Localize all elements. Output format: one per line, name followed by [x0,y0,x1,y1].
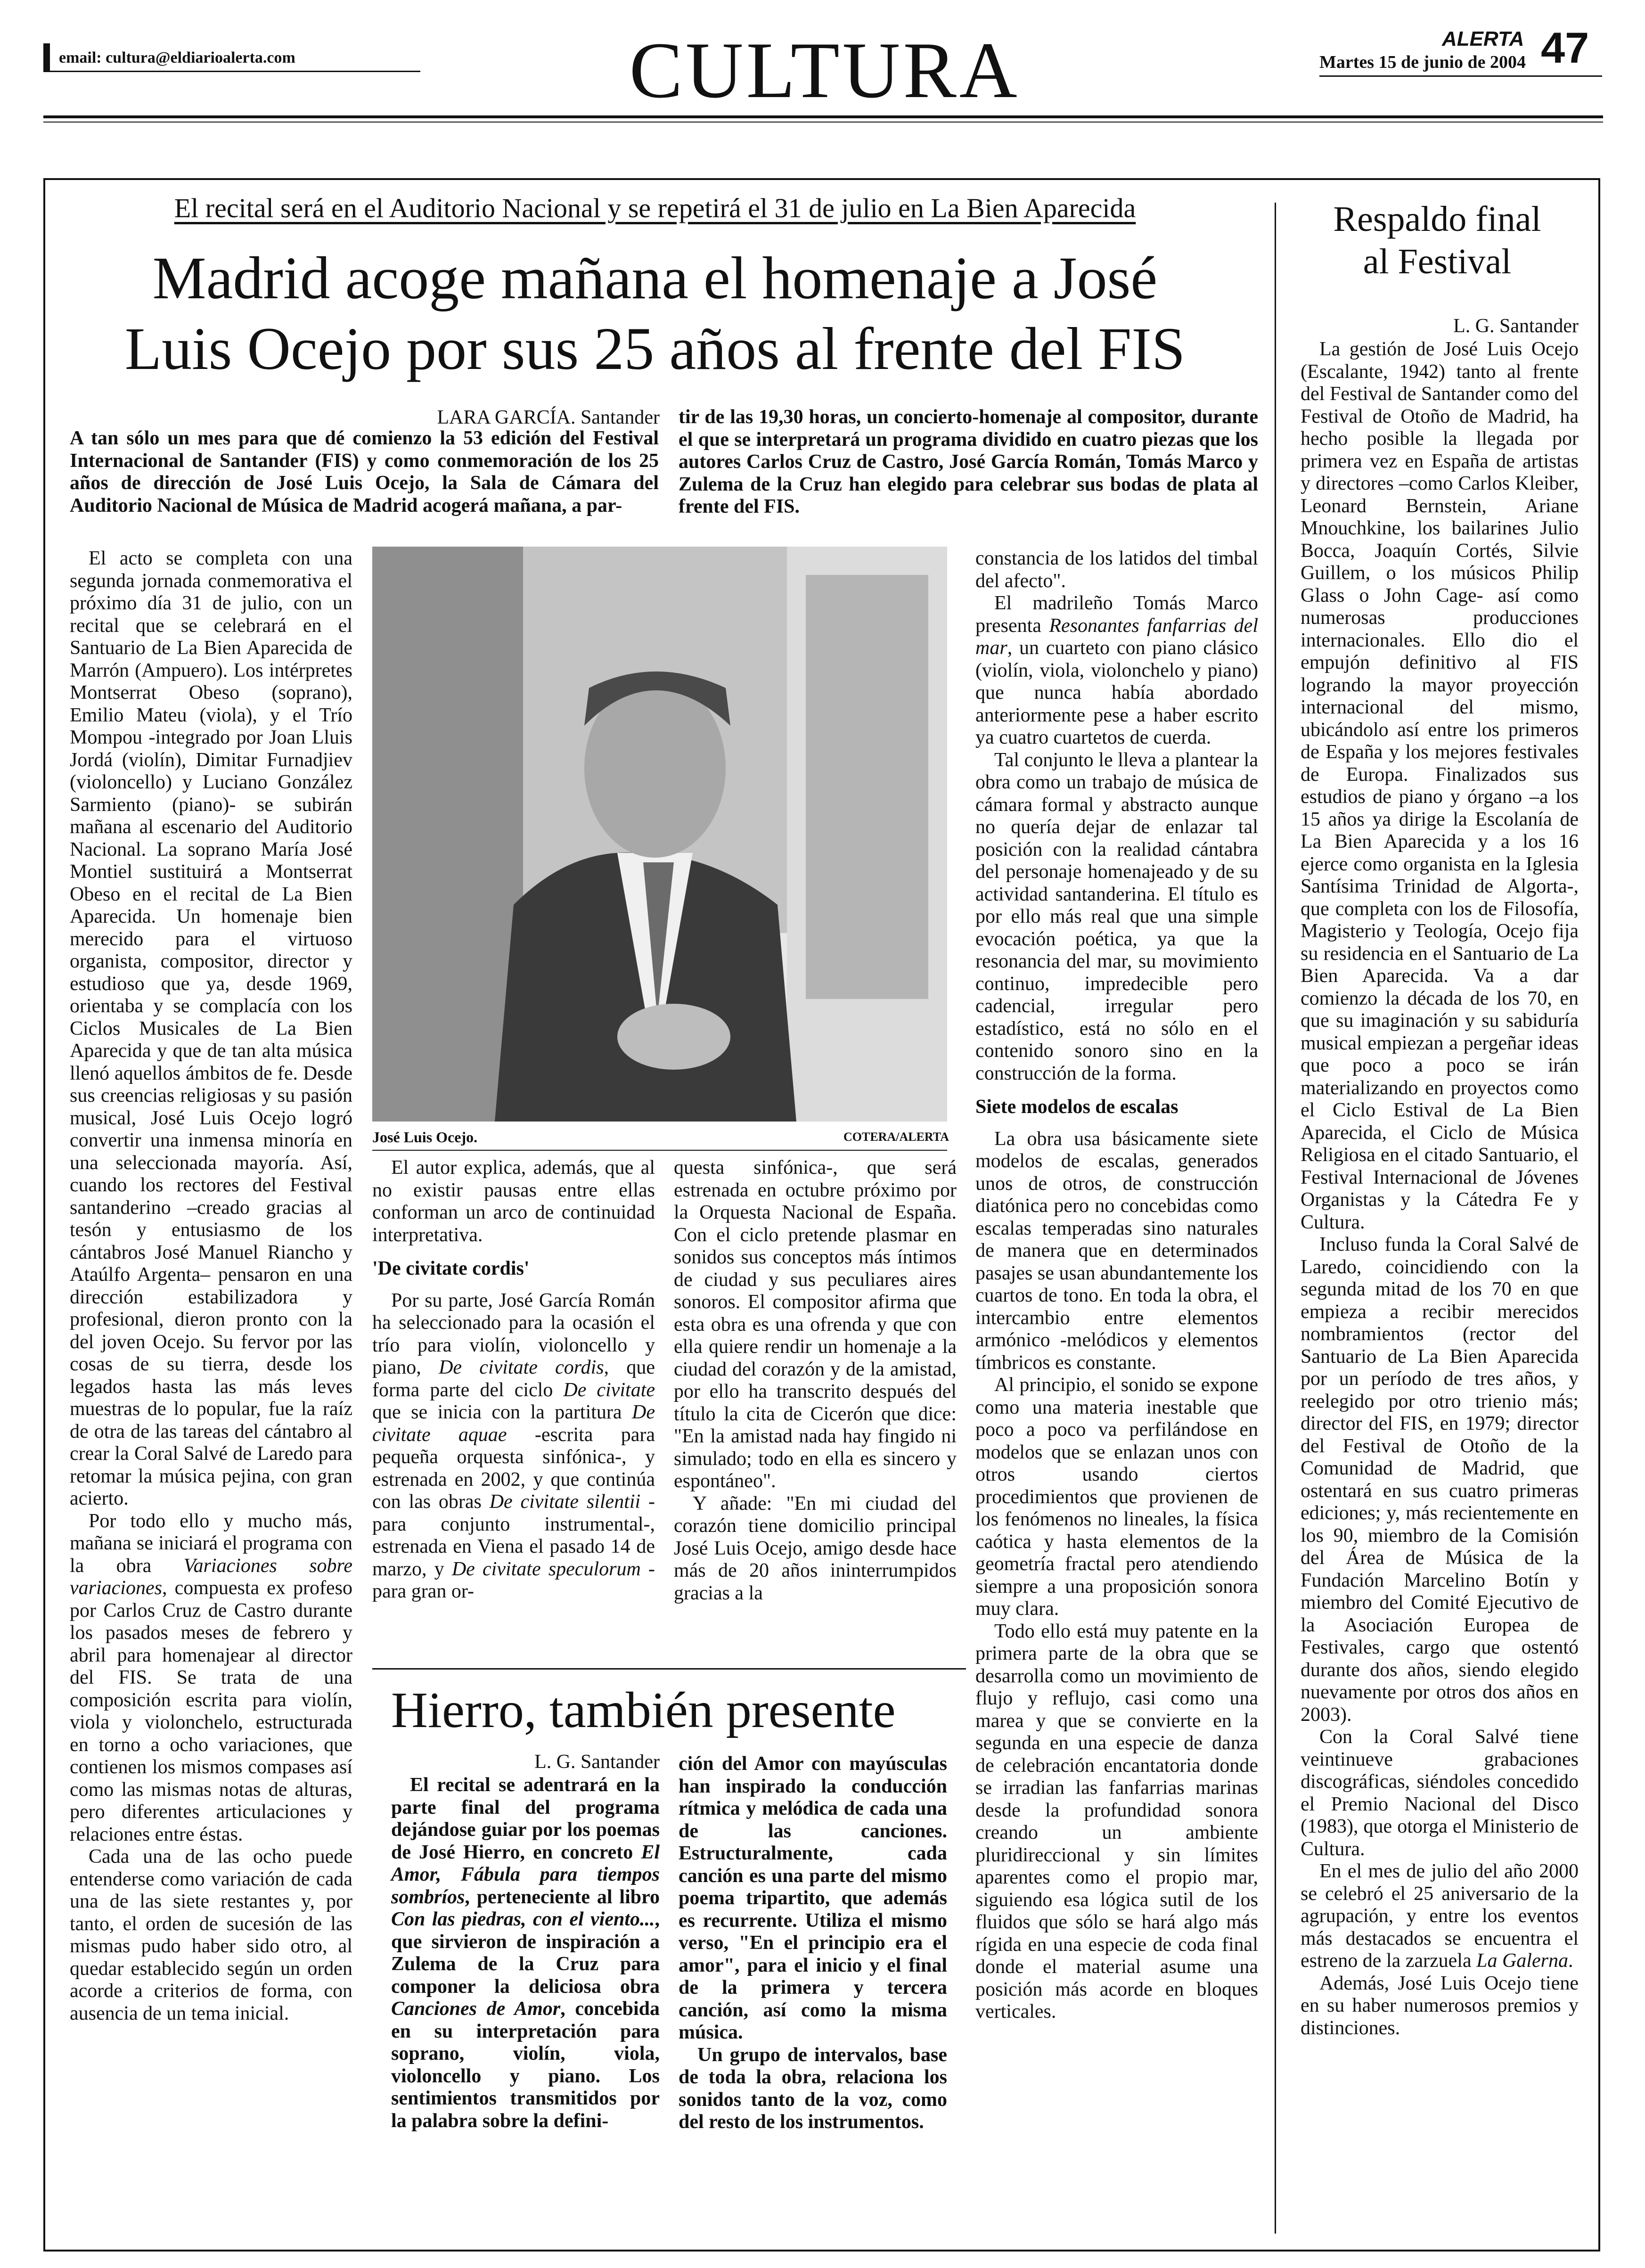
sidebar-divider [1275,203,1276,2234]
portrait-illustration [372,547,947,1122]
header-rule-top [43,115,1603,118]
article-kicker: El recital será en el Auditorio Nacional y se repetirá el 31 de julio en La Bien Aparecida [174,193,1136,223]
sidebar-body [1301,338,1579,2039]
paragraph: Con la Coral Salvé tiene veintinueve grabaciones discográficas, siéndoles concedido el Premio Nacional del Disco (1983), que otorga el Ministerio de Cultura. [1301,1726,1579,1860]
newspaper-brand: ALERTA [1442,27,1524,50]
subheading: Siete modelos de escalas [975,1096,1179,1118]
paragraph: Tal conjunto le lleva a plantear la obra como un trabajo de música de cámara formal y abstracto aunque no quería dejar de enlazar tal posición con la realidad cántabra del personaje homenajeado y de su actividad santanderina. El título es por ello más real que una simple evocación poética, ya que la resonancia del mar, su movimiento continuo, impredecible pero cadencial, irregular pero estadístico, está no sólo en el contenido sonoro sino en la construcción de la forma. [975,749,1258,1084]
article-headline-line1: Madrid acoge mañana el homenaje a José [152,245,1158,311]
section-title: CULTURA [629,26,1020,115]
paragraph: Además, José Luis Ocejo tiene en su haber numerosos premios y distinciones. [1301,1972,1579,2039]
hierro-column-b [679,1753,947,2134]
column-1 [70,548,352,2025]
header-email-underline [43,71,420,72]
issue-date: Martes 15 de junio de 2004 [1319,52,1526,72]
hierro-column-a [391,1774,660,2132]
subheading: 'De civitate cordis' [372,1258,530,1279]
paragraph: El recital se adentrará en la parte final del programa dejándose guiar por los poemas de José Hierro, en concreto El Amor, Fábula para tiempos sombríos, perteneciente al libro Con las piedras, con el viento..., que sirvieron de inspiración a Zulema de la Cruz para componer la deliciosa obra Canciones de Amor, concebida en su interpretación para soprano, violín, viola, violoncello y piano. Los sentimientos transmitidos por la palabra sobre la defini- [391,1774,660,2132]
paragraph: Por su parte, José García Román ha seleccionado para la ocasión el trío para violín, violoncello y piano, De civitate cordis, que forma parte del ciclo De civitate que se inicia con la partitura De civitate aquae -escrita para pequeña orquesta sinfónica-, y estrenada en 2002, y que continúa con las obras De civitate silentii -para conjunto instrumental-, estrenada en Viena el pasado 14 de marzo, y De civitate speculorum -para gran or- [372,1289,655,1602]
paragraph: Por todo ello y mucho más, mañana se iniciará el programa con la obra Variaciones sobre variaciones, compuesta ex profeso por Carlos Cruz de Castro durante los pasados meses de febrero y abril para homenajear al director del FIS. Se trata de una composición escrita para violín, viola y violonchelo, estructurada en torno a ocho variaciones, que contienen los mismos compases así como las mismas notas de alturas, pero diferentes articulaciones y relaciones entre éstas. [70,1510,352,1845]
header-email: email: cultura@eldiarioalerta.com [59,49,295,66]
paragraph: El acto se completa con una segunda jornada conmemorativa el próximo día 31 de julio, con un recital que se celebrará en el Santuario de La Bien Aparecida de Marrón (Ampuero). Los intérpretes Montserrat Obeso (soprano), Emilio Mateu (viola), y el Trío Mompou -integrado por Joan Lluis Jordá (violín), Dimitar Furnadjiev (violoncello) y Luciano González Sarmiento (piano)- se subirán mañana al escenario del Auditorio Nacional. La soprano María José Montiel sustituirá a Montserrat Obeso en el recital de La Bien Aparecida. Un homenaje bien merecido para el virtuoso organista, compositor, director y estudioso que ya, desde 1969, orientaba y se complacía con los Ciclos Musicales de La Bien Aparecida y que de tan alta música llenó aquellos ámbitos de fe. Desde sus creencias religiosas y su pasión musical, José Luis Ocejo logró convertir una inmensa minoría en una seleccionada mayoría. Así, cuando los rectores del Festival santanderino –creado gracias al tesón y entusiasmo de los cántabros José Manuel Riancho y Ataúlfo Argenta– pensaron en una dirección estabilizadora y profesional, dieron pronto con la del joven Ocejo. Su fervor por las cosas de su tierra, desde los legados hasta las más leves muestras de lo popular, fue la raíz de otra de las tareas del cántabro al crear la Coral Salvé de Laredo para retomar la música pejina, con gran acierto. [70,548,352,1509]
paragraph: Incluso funda la Coral Salvé de Laredo, coincidiendo con la segunda mitad de los 70 en que empieza a recibir merecidos nombramientos (rector del Santuario de La Bien Aparecida por un período de tres años, y reelegido por otro trienio más; director del FIS, en 1979; director del Festival de Otoño de la Comunidad de Madrid, que ostentará en sus cuatro primeras ediciones; y, más recientemente en los 90, miembro de la Comisión del Área de Música de la Fundación Marcelino Botín y miembro del Comité Ejecutivo de la Asociación Europea de Festivales, cargo que ostentó durante dos años, siendo elegido nuevamente por otros dos años en 2003). [1301,1234,1579,1726]
paragraph: ción del Amor con mayúsculas han inspirado la conducción rítmica y melódica de cada una de las canciones. Estructuralmente, cada canción es una parte del mismo poema tripartito, que además es recurrente. Utiliza el mismo verso, "En el principio era el amor", para el inicio y el final de la primera y tercera canción, así como la misma música. [679,1753,947,2043]
photo-credit: COTERA/ALERTA [843,1130,949,1144]
paragraph: La gestión de José Luis Ocejo (Escalante, 1942) tanto al frente del Festival de Santander como del Festival de Otoño de Madrid, ha hecho posible la llegada por primera vez en España de artistas y directores –como Carlos Kleiber, Leonard Bernstein, Ariane Mnouchkine, los bailarines Julio Bocca, Joaquín Cortés, Silvie Guillem, o los músicos Philip Glass o John Cage- así como numerosas producciones internacionales. Ello dio el empujón definitivo al FIS logrando la mayor proyección internacional del mismo, ubicándolo así entre los primeros de España y los mejores festivales de Europa. Finalizados sus estudios de piano y órgano –a los 15 años ya dirige la Escolanía de La Bien Aparecida y a los 16 ejerce como organista en la Iglesia Santísima Trinidad de Algorta-, que completa con los de Filosofía, Magisterio y Teología, Ocejo fija su residencia en el Santuario de La Bien Aparecida. Va a dar comienzo la década de los 70, en que su imaginación y su sabiduría musical empiezan a pergeñar ideas que poco a poco se irán materializando en proyectos como el Ciclo Estival de La Bien Aparecida, el Ciclo de Música Religiosa en el citado Santuario, el Festival Internacional de Jóvenes Organistas y la Cátedra Fe y Cultura. [1301,338,1579,1233]
column-2 [372,1157,655,1603]
header-marker [43,43,50,71]
article-headline-line2: Luis Ocejo por sus 25 años al frente del FIS [124,315,1186,382]
paragraph: Y añade: "En mi ciudad del corazón tiene domicilio principal José Luis Ocejo, amigo desde hace más de 20 años ininterrumpidos gracias a la [674,1492,957,1604]
article-lead-left: A tan sólo un mes para que dé comienzo la 53 edición del Festival Internacional de Santander (FIS) y como conmemoración de los 25 años de dirección de José Luis Ocejo, la Sala de Cámara del Auditorio Nacional de Música de Madrid acogerá mañana, a par- [70,427,659,516]
paragraph: Todo ello está muy patente en la primera parte de la obra que se desarrolla como un movimiento de flujo y reflujo, casi como una marea y que se convierte en la segunda en una especie de danza de celebración encantatoria donde se irradian las fanfarrias marinas desde la profundidad sonora creando un ambiente pluridireccional y sin límites aparentes como el propio mar, siguiendo esa lógica sutil de los fluidos que sólo se hará algo más rígida en una especie de coda final donde el material asume una posición más acorde en bloques verticales. [975,1620,1258,2022]
article-byline: LARA GARCÍA. Santander [437,407,660,428]
hierro-headline: Hierro, también presente [391,1682,896,1738]
paragraph: Al principio, el sonido se expone como una materia inestable que poco a poco va perfilándose en modelos que se enlazan unos con otros usando ciertos procedimientos que provienen de los fenómenos no lineales, la física caótica y hasta elementos de la geometría fractal pero atendiendo siempre a una proposición sonora muy clara. [975,1374,1258,1620]
column-4 [975,548,1258,2023]
article-lead-right: tir de las 19,30 horas, un concierto-homenaje al compositor, durante el que se interpretará un programa dividido en cuatro piezas que los autores Carlos Cruz de Castro, José García Román, Tomás Marco y Zulema de la Cruz han elegido para celebrar sus bodas de plata al frente del FIS. [679,406,1258,517]
sidebar-byline: L. G. Santander [1453,315,1579,337]
column-3 [674,1157,957,1605]
photo-caption-rule [372,1150,947,1151]
hierro-byline: L. G. Santander [534,1751,660,1773]
paragraph: El autor explica, además, que al no existir pausas entre ellas conforman un arco de continuidad interpretativa. [372,1157,655,1246]
paragraph: La obra usa básicamente siete modelos de escalas, generados unos de otros, de construcción diatónica pero no concebidas como escalas temperadas sino naturales de manera que en determinados pasajes se usan abundantemente los cuartos de tono. En toda la obra, el intercambio entre elementos armónico -melódicos y elementos tímbricos es constante. [975,1128,1258,1374]
header-right-underline [1319,75,1602,77]
paragraph: Cada una de las ocho puede entenderse como variación de cada una de las siete restantes y, por tanto, el orden de sucesión de las mismas pudo haber sido otro, al quedar establecido según un orden acorde a criterios de forma, con ausencia de un tema inicial. [70,1846,352,2024]
paragraph: El madrileño Tomás Marco presenta Resonantes fanfarrias del mar, un cuarteto con piano clásico (violín, viola, violonchelo y piano) que nunca había abordado anteriormente pese a haber escrito ya cuatro cuartetos de cuerda. [975,592,1258,748]
portrait-photo [372,547,947,1122]
paragraph: En el mes de julio del año 2000 se celebró el 25 aniversario de la agrupación, y entre los eventos más destacados se encuentra el estreno de la zarzuela La Galerna. [1301,1860,1579,1972]
sidebar-headline-line2: al Festival [1363,242,1512,281]
paragraph: Un grupo de intervalos, base de toda la obra, relaciona los sonidos tanto de la voz, como del resto de los instrumentos. [679,2044,947,2133]
sidebar-headline-line1: Respaldo final [1333,199,1541,239]
photo-caption: José Luis Ocejo. [372,1129,478,1146]
page-number: 47 [1541,24,1589,72]
header-rule-bottom [43,122,1603,123]
paragraph: questa sinfónica-, que será estrenada en octubre próximo por la Orquesta Nacional de España. Con el ciclo pretende plasmar en sonidos sus conceptos más íntimos de ciudad y sus peculiares aires sonoros. El compositor afirma que esta obra es una ofrenda y que con ella quiere rendir un homenaje a la ciudad del corazón y de la amistad, por ello ha transcrito después del título la cita de Cicerón que dice: "En la amistad nada hay fingido ni simulado; todo en ella es sincero y espontáneo". [674,1157,957,1492]
paragraph: constancia de los latidos del timbal del afecto". [975,548,1258,592]
